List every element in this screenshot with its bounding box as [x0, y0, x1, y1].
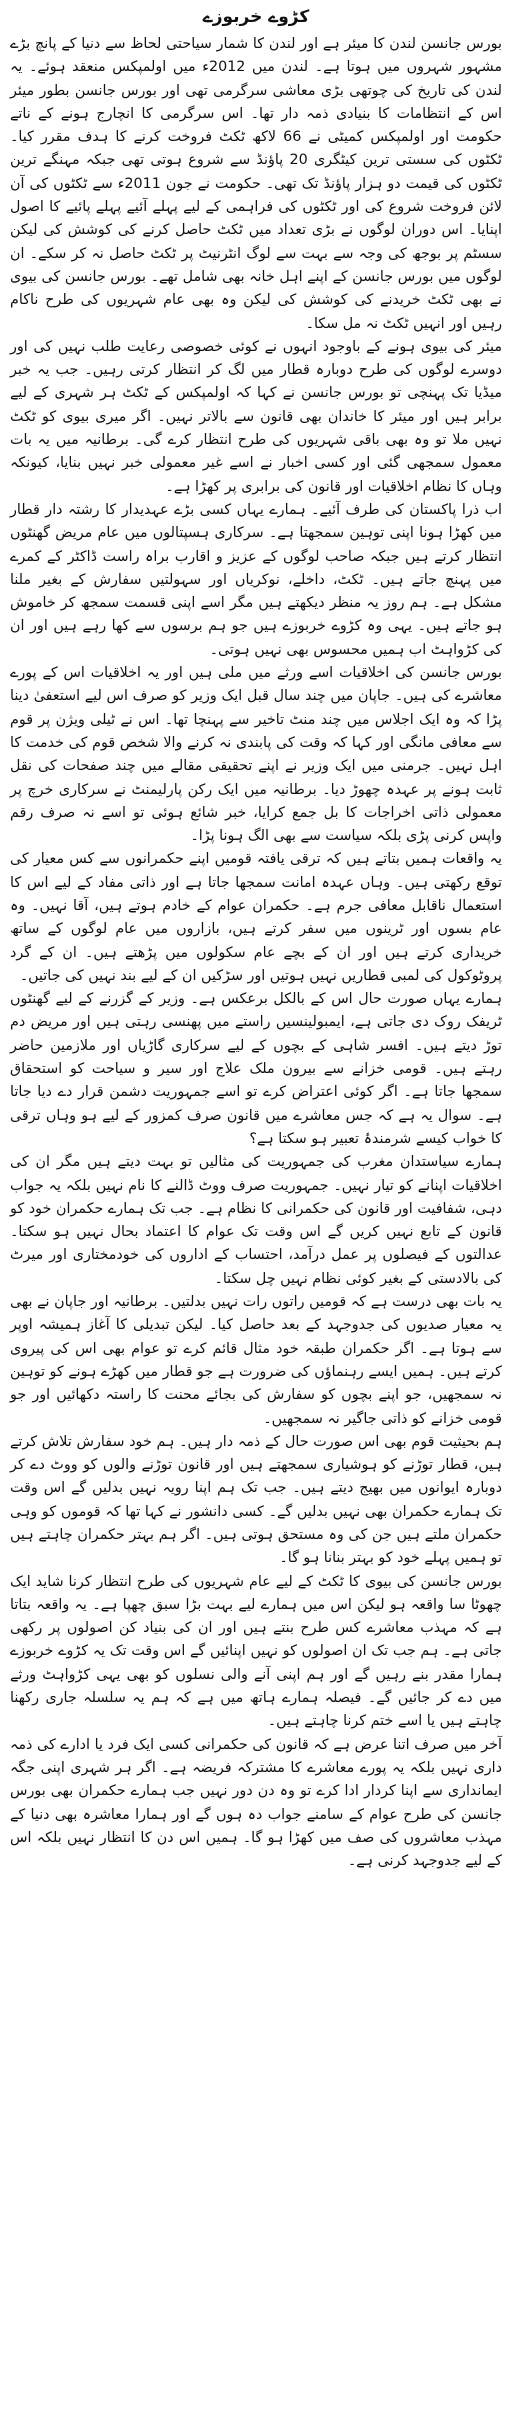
paragraph: اب ذرا پاکستان کی طرف آئیے۔ ہمارے یہاں کسی بڑے عہدیدار کا رشتہ دار قطار میں کھڑا ہونا اپنی توہین سمجھتا ہے۔ سرکاری ہسپتالوں میں عام مریض گھنٹوں انتظار کرتے ہیں جبکہ صاحب لوگوں کے عزیز و اقارب براہ راست ڈاکٹر کے کمرے میں پہنچ جاتے ہیں۔ ٹکٹ، داخلے، نوکریاں اور سہولتیں سفارش کے بغیر ملنا مشکل ہے۔ ہم روز یہ منظر دیکھتے ہیں مگر اسے اپنی قسمت سمجھ کر خاموش ہو جاتے ہیں۔ یہی وہ کڑوے خربوزے ہیں جو ہم برسوں سے کھا رہے ہیں اور ان کی کڑواہٹ اب ہمیں محسوس بھی نہیں ہوتی۔	[10, 501, 502, 658]
paragraph: ہم بحیثیت قوم بھی اس صورت حال کے ذمہ دار ہیں۔ ہم خود سفارش تلاش کرتے ہیں، قطار توڑنے کو ہوشیاری سمجھتے ہیں اور قانون توڑنے والوں کو ووٹ دے کر دوبارہ ایوانوں میں بھیج دیتے ہیں۔ جب تک ہم اپنا رویہ نہیں بدلیں گے اس وقت تک ہمارے حکمران بھی نہیں بدلیں گے۔ کسی دانشور نے کہا تھا کہ قوموں کو وہی حکمران ملتے ہیں جن کی وہ مستحق ہوتی ہیں۔ اگر ہم بہتر حکمران چاہتے ہیں تو ہمیں پہلے خود کو بہتر بنانا ہو گا۔	[10, 1433, 502, 1567]
paragraph: یہ واقعات ہمیں بتاتے ہیں کہ ترقی یافتہ قومیں اپنے حکمرانوں سے کس معیار کی توقع رکھتی ہیں۔ وہاں عہدہ امانت سمجھا جاتا ہے اور ذاتی مفاد کے لیے اس کا استعمال ناقابل معافی جرم ہے۔ حکمران عوام کے خادم ہوتے ہیں، آقا نہیں۔ وہ عام بسوں اور ٹرینوں میں سفر کرتے ہیں، بازاروں میں عام لوگوں کے ساتھ خریداری کرتے ہیں اور ان کے بچے عام سکولوں میں پڑھتے ہیں۔ ان کے گرد پروٹوکول کی لمبی قطاریں نہیں ہوتیں اور سڑکیں ان کے لیے بند نہیں کی جاتیں۔	[10, 851, 502, 984]
paragraph: آخر میں صرف اتنا عرض ہے کہ قانون کی حکمرانی کسی ایک فرد یا ادارے کی ذمہ داری نہیں بلکہ یہ پورے معاشرے کا مشترکہ فریضہ ہے۔ اگر ہر شہری اپنی جگہ ایمانداری سے اپنا کردار ادا کرے تو وہ دن دور نہیں جب ہمارے حکمران بھی بورس جانسن کی طرح عوام کے سامنے جواب دہ ہوں گے اور ہمارا معاشرہ بھی دنیا کے مہذب معاشروں کی صف میں کھڑا ہو گا۔ ہمیں اس دن کا انتظار نہیں بلکہ اس کے لیے جدوجہد کرنی ہے۔	[10, 1736, 502, 1870]
column-title: کڑوے خربوزے	[202, 7, 310, 27]
paragraph: میئر کی بیوی ہونے کے باوجود انہوں نے کوئی خصوصی رعایت طلب نہیں کی اور دوسرے لوگوں کی طرح دوبارہ قطار میں لگ کر انتظار کرتی رہیں۔ جب یہ خبر میڈیا تک پہنچی تو بورس جانسن نے کہا کہ اولمپکس کے ٹکٹ ہر شہری کے لیے برابر ہیں اور میئر کا خاندان بھی قانون سے بالاتر نہیں۔ اگر میری بیوی کو ٹکٹ نہیں ملا تو وہ بھی باقی شہریوں کی طرح انتظار کرے گی۔ برطانیہ میں یہ بات معمول سمجھی گئی اور کسی اخبار نے اسے غیر معمولی خبر نہیں بنایا، کیونکہ وہاں کا نظام اخلاقیات اور قانون کی برابری پر کھڑا ہے۔	[10, 338, 502, 495]
paragraph: یہ بات بھی درست ہے کہ قومیں راتوں رات نہیں بدلتیں۔ برطانیہ اور جاپان نے بھی یہ معیار صدیوں کی جدوجہد کے بعد حاصل کیا۔ لیکن تبدیلی کا آغاز ہمیشہ اوپر سے ہوتا ہے۔ اگر حکمران طبقہ خود مثال قائم کرے تو عوام بھی اس کی پیروی کرتے ہیں۔ ہمیں ایسے رہنماؤں کی ضرورت ہے جو قطار میں کھڑے ہونے کو توہین نہ سمجھیں، جو اپنے بچوں کو سفارش کی بجائے محنت کا راستہ دکھائیں اور جو قومی خزانے کو ذاتی جاگیر نہ سمجھیں۔	[10, 1294, 502, 1427]
paragraph: ہمارے سیاستدان مغرب کی جمہوریت کی مثالیں تو بہت دیتے ہیں مگر ان کی اخلاقیات اپنانے کو تیار نہیں۔ جمہوریت صرف ووٹ ڈالنے کا نام نہیں بلکہ یہ جواب دہی، شفافیت اور قانون کی حکمرانی کا نظام ہے۔ جب تک ہمارے حکمران خود کو قانون کے تابع نہیں کریں گے اس وقت تک عوام کا اعتماد بحال نہیں ہو سکتا۔ عدالتوں کے فیصلوں پر عمل درآمد، احتساب کے اداروں کی خودمختاری اور میرٹ کی بالادستی کے بغیر کوئی نظام نہیں چل سکتا۔	[10, 1154, 502, 1287]
paragraph: ہمارے یہاں صورت حال اس کے بالکل برعکس ہے۔ وزیر کے گزرنے کے لیے گھنٹوں ٹریفک روک دی جاتی ہے، ایمبولینسیں راستے میں پھنسی رہتی ہیں اور مریض دم توڑ دیتے ہیں۔ افسر شاہی کے بچوں کے لیے سرکاری گاڑیاں اور ملازمین حاضر رہتے ہیں۔ قومی خزانے سے بیرون ملک علاج اور سیر و سیاحت کو استحقاق سمجھا جاتا ہے۔ اگر کوئی اعتراض کرے تو اسے جمہوریت دشمن قرار دے دیا جاتا ہے۔ سوال یہ ہے کہ جس معاشرے میں قانون صرف کمزور کے لیے ہو وہاں ترقی کا خواب کیسے شرمندۂ تعبیر ہو سکتا ہے؟	[10, 991, 502, 1147]
paragraph: بورس جانسن لندن کا میئر ہے اور لندن کا شمار سیاحتی لحاظ سے دنیا کے پانچ بڑے مشہور شہروں میں ہوتا ہے۔ لندن میں 2012ء میں اولمپکس منعقد ہوئے۔ یہ لندن کی تاریخ کی چوتھی بڑی معاشی سرگرمی تھی اور بورس جانسن بطور میئر اس کے انتظامات کا بنیادی ذمہ دار تھا۔ اس سرگرمی کا انچارج ہونے کے ناتے حکومت اور اولمپکس کمیٹی نے 66 لاکھ ٹکٹ فروخت کرنے کا ہدف مقرر کیا۔ ٹکٹوں کی سستی ترین کیٹگری 20 پاؤنڈ سے شروع ہوتی تھی جبکہ مہنگے ترین ٹکٹوں کی قیمت دو ہزار پاؤنڈ تک تھی۔ حکومت نے جون 2011ء سے ٹکٹوں کی آن لائن فروخت شروع کی اور ٹکٹوں کی فراہمی کے لیے پہلے آئیے پہلے پائیے کا اصول اپنایا۔ اس دوران لوگوں نے بڑی تعداد میں ٹکٹ حاصل کرنے کی کوشش کی لیکن سسٹم پر بوجھ کی وجہ سے بہت سے لوگ انٹرنیٹ پر ٹکٹ حاصل نہ کر سکے۔ ان لوگوں میں بورس جانسن کے اپنے اہل خانہ بھی شامل تھے۔ بورس جانسن کی بیوی نے بھی ٹکٹ خریدنے کی کوشش کی لیکن وہ بھی عام شہریوں کی طرح ناکام رہیں اور انہیں ٹکٹ نہ مل سکا۔	[10, 36, 502, 332]
column-body	[10, 33, 502, 1873]
paragraph: بورس جانسن کی بیوی کا ٹکٹ کے لیے عام شہریوں کی طرح انتظار کرنا شاید ایک چھوٹا سا واقعہ ہو لیکن اس میں ہمارے لیے بہت بڑا سبق چھپا ہے۔ یہ واقعہ بتاتا ہے کہ مہذب معاشرے کس طرح بنتے ہیں اور ان کی بنیاد کن اصولوں پر رکھی جاتی ہے۔ ہم جب تک ان اصولوں کو نہیں اپنائیں گے اس وقت تک یہ کڑوے خربوزے ہمارا مقدر بنے رہیں گے اور ہم اپنی آنے والی نسلوں کو بھی یہی کڑواہٹ ورثے میں دے کر جائیں گے۔ فیصلہ ہمارے ہاتھ میں ہے کہ ہم یہ سلسلہ جاری رکھنا چاہتے ہیں یا اسے ختم کرنا چاہتے ہیں۔	[10, 1573, 502, 1730]
paragraph: بورس جانسن کی اخلاقیات اسے ورثے میں ملی ہیں اور یہ اخلاقیات اس کے پورے معاشرے کی ہیں۔ جاپان میں چند سال قبل ایک وزیر کو صرف اس لیے استعفیٰ دینا پڑا کہ وہ ایک اجلاس میں چند منٹ تاخیر سے پہنچا تھا۔ اس نے ٹیلی ویژن پر قوم سے معافی مانگی اور کہا کہ وقت کی پابندی نہ کرنے والا شخص قوم کی خدمت کا اہل نہیں۔ جرمنی میں ایک وزیر نے اپنے تحقیقی مقالے میں چند صفحات کی نقل ثابت ہونے پر عہدہ چھوڑ دیا۔ برطانیہ میں ایک رکن پارلیمنٹ نے سرکاری خرچ پر معمولی ذاتی اخراجات کا بل جمع کرایا، خبر شائع ہوئی تو اسے نہ صرف رقم واپس کرنی پڑی بلکہ سیاست سے بھی الگ ہونا پڑا۔	[10, 665, 502, 845]
